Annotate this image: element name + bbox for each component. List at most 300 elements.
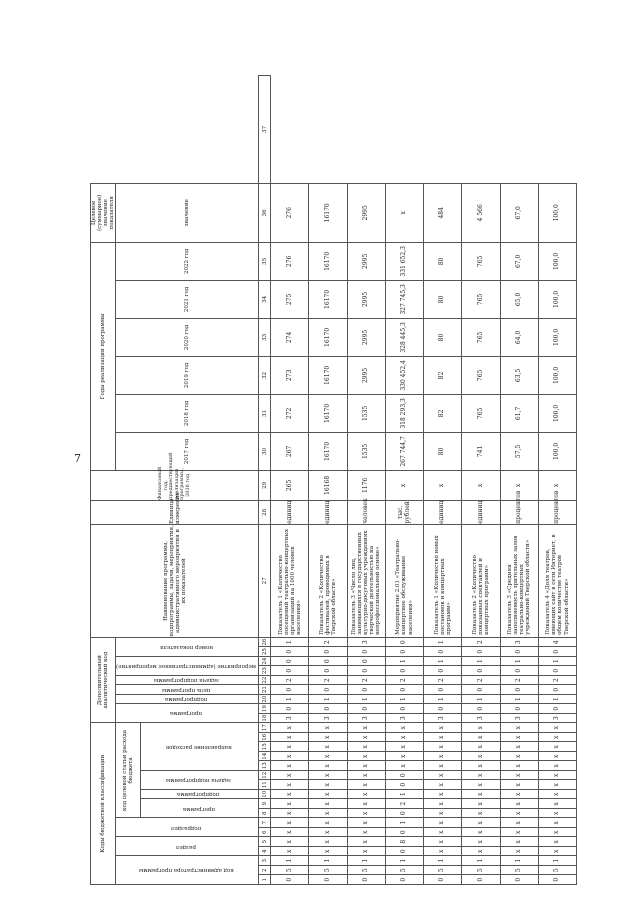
header-razdel-text: раздел	[176, 843, 197, 850]
code-cell: x	[424, 799, 462, 809]
code-cell: 5	[462, 866, 500, 876]
row-fact: x	[538, 470, 576, 500]
code-cell: x	[347, 828, 385, 838]
code-cell: 0	[500, 647, 538, 657]
code-cell: x	[462, 818, 500, 828]
code-cell: x	[424, 847, 462, 857]
row-value-6: 67,0	[500, 242, 538, 280]
code-cell: x	[271, 828, 309, 838]
header-podrazdel	[116, 818, 259, 837]
header-year-1: 2017 год	[116, 432, 259, 470]
code-cell: x	[271, 752, 309, 762]
code-cell: x	[271, 742, 309, 752]
row-value-5: 2995	[347, 280, 385, 318]
code-cell: 0	[385, 771, 423, 781]
row-value-5: 80	[424, 280, 462, 318]
code-cell: x	[271, 818, 309, 828]
code-cell: 1	[385, 656, 423, 666]
header-dop-group: Дополнительный аналитический код	[91, 637, 116, 723]
code-cell: x	[500, 723, 538, 733]
code-cell: 0	[424, 685, 462, 695]
code-cell: x	[385, 752, 423, 762]
code-cell: x	[500, 761, 538, 771]
colnum-26: 26	[259, 637, 271, 647]
code-cell: 0	[347, 875, 385, 885]
code-cell: x	[462, 809, 500, 819]
code-cell: 0	[347, 704, 385, 714]
row-value-3: 82	[424, 356, 462, 394]
colnum-13: 13	[259, 761, 271, 771]
code-cell: 0	[385, 666, 423, 676]
code-cell: 2	[424, 675, 462, 685]
header-kbk-admin	[116, 856, 259, 885]
code-cell: 1	[500, 694, 538, 704]
code-cell: 0	[309, 666, 347, 676]
row-unit: единиц	[271, 500, 309, 524]
colnum-23: 23	[259, 666, 271, 676]
code-cell: 0	[271, 656, 309, 666]
code-cell: 0	[271, 666, 309, 676]
column-numbers-row	[259, 76, 271, 885]
code-cell: x	[347, 771, 385, 781]
code-cell: x	[424, 752, 462, 762]
code-cell: x	[500, 818, 538, 828]
header-final-group: Целевое (суммарное) значение показателя	[91, 183, 116, 242]
colnum-1: 1	[259, 875, 271, 885]
header-dop-4-text: мероприятие (административное мероприятие)	[116, 662, 257, 669]
row-value-2: 318 293,3	[385, 394, 423, 432]
code-cell: 2	[271, 675, 309, 685]
header-dop-2-text: цель программы	[162, 686, 211, 693]
code-cell: x	[500, 771, 538, 781]
header-podrazdel-text: подраздел	[171, 824, 202, 831]
row-unit: тыс. рублей	[385, 500, 423, 524]
row-value-5: 765	[462, 280, 500, 318]
code-cell: x	[271, 733, 309, 743]
code-cell: 2	[500, 675, 538, 685]
header-fact: Финансовый год, предшествующий реализации программы, 2016 год	[91, 470, 259, 500]
row-value-6: 276	[271, 242, 309, 280]
row-final: x	[385, 183, 423, 242]
row-value-4: 274	[271, 318, 309, 356]
header-kbk-admin-text: код администратора программы	[138, 867, 234, 874]
code-cell: x	[271, 837, 309, 847]
row-value-4: 765	[462, 318, 500, 356]
code-cell: 2	[309, 675, 347, 685]
row-value-1: 1535	[347, 432, 385, 470]
code-cell: x	[347, 733, 385, 743]
row-final: 2995	[347, 183, 385, 242]
code-cell: 1	[385, 790, 423, 800]
colnum-6: 6	[259, 828, 271, 838]
code-cell: x	[271, 847, 309, 857]
header-csr-podprogramma-text: подпрограмма	[177, 791, 220, 798]
row-value-5: 16170	[309, 280, 347, 318]
row-value-3: 16170	[309, 356, 347, 394]
table-row	[347, 76, 385, 885]
row-fact: x	[424, 470, 462, 500]
colnum-5: 5	[259, 837, 271, 847]
colnum-27: 27	[259, 524, 271, 637]
code-cell: 2	[347, 675, 385, 685]
colnum-24: 24	[259, 656, 271, 666]
table-row	[538, 76, 576, 885]
row-value-1: 100,0	[538, 432, 576, 470]
code-cell: x	[538, 847, 576, 857]
code-cell: x	[500, 790, 538, 800]
colnum-18: 18	[259, 713, 271, 723]
code-cell: x	[271, 723, 309, 733]
header-csr-group: код целевой статьи расхода бюджета	[116, 723, 141, 818]
code-cell: x	[424, 761, 462, 771]
code-cell: x	[538, 828, 576, 838]
code-cell: 0	[538, 666, 576, 676]
row-value-2: 82	[424, 394, 462, 432]
code-cell: 2	[462, 637, 500, 647]
code-cell: 1	[462, 656, 500, 666]
header-unit: Единица измерения	[91, 500, 259, 524]
code-cell: x	[424, 818, 462, 828]
row-value-4: 64,0	[500, 318, 538, 356]
code-cell: 1	[385, 856, 423, 866]
row-value-4: 16170	[309, 318, 347, 356]
code-cell: 1	[385, 818, 423, 828]
header-year-4: 2020 год	[116, 318, 259, 356]
header-years-group: Годы реализации программы	[91, 242, 116, 470]
table-row	[500, 76, 538, 885]
header-dop-5-text: номер показателя	[159, 643, 213, 650]
code-cell: 2	[385, 675, 423, 685]
code-cell: 1	[462, 694, 500, 704]
row-value-5: 65,0	[500, 280, 538, 318]
row-value-5: 275	[271, 280, 309, 318]
code-cell: 0	[271, 704, 309, 714]
code-cell: x	[538, 780, 576, 790]
code-cell: 0	[385, 647, 423, 657]
code-cell: 1	[347, 694, 385, 704]
code-cell: 0	[385, 637, 423, 647]
code-cell: x	[309, 742, 347, 752]
code-cell: 0	[424, 647, 462, 657]
code-cell: 1	[309, 694, 347, 704]
code-cell: 0	[462, 875, 500, 885]
row-value-2: 272	[271, 394, 309, 432]
code-cell: 0	[385, 780, 423, 790]
header-csr-zadacha-text: задача подпрограммы	[165, 777, 232, 784]
colnum-22: 22	[259, 675, 271, 685]
code-cell: 5	[538, 866, 576, 876]
code-cell: x	[500, 809, 538, 819]
code-cell: 0	[462, 685, 500, 695]
code-cell: x	[271, 761, 309, 771]
row-final: 67,0	[500, 183, 538, 242]
code-cell: x	[538, 723, 576, 733]
row-value-1: 80	[424, 432, 462, 470]
row-final: 276	[271, 183, 309, 242]
header-razdel	[116, 837, 259, 856]
code-cell: x	[347, 790, 385, 800]
row-final: 4 566	[462, 183, 500, 242]
row-unit: процентов	[538, 500, 576, 524]
row-value-2: 61,7	[500, 394, 538, 432]
code-cell: x	[500, 742, 538, 752]
header-dop-3	[116, 675, 259, 685]
row-name: Показатель 3 «Средняя заполняемость зрительных залов театрально-концертных учреждений Тверской области»	[500, 524, 538, 637]
colnum-21: 21	[259, 685, 271, 695]
code-cell: 5	[424, 866, 462, 876]
code-cell: x	[500, 780, 538, 790]
colnum-11: 11	[259, 780, 271, 790]
code-cell: x	[271, 771, 309, 781]
code-cell: 1	[271, 637, 309, 647]
table-row	[385, 76, 423, 885]
code-cell: x	[462, 780, 500, 790]
code-cell: 3	[309, 713, 347, 723]
code-cell: x	[538, 799, 576, 809]
row-value-2: 16170	[309, 394, 347, 432]
code-cell: x	[347, 752, 385, 762]
row-value-6: 80	[424, 242, 462, 280]
program-table-sheet	[90, 75, 570, 885]
code-cell: x	[500, 828, 538, 838]
code-cell: 8	[385, 837, 423, 847]
code-cell: 0	[538, 647, 576, 657]
colnum-9: 9	[259, 799, 271, 809]
code-cell: 3	[538, 713, 576, 723]
colnum-17: 17	[259, 723, 271, 733]
colnum-2: 2	[259, 866, 271, 876]
row-value-1: 267	[271, 432, 309, 470]
code-cell: 0	[271, 875, 309, 885]
colnum-33: 33	[259, 318, 271, 356]
code-cell: 5	[385, 866, 423, 876]
code-cell: 0	[462, 666, 500, 676]
code-cell: x	[309, 761, 347, 771]
code-cell: x	[500, 733, 538, 743]
code-cell: 0	[271, 647, 309, 657]
header-csr-programma-text: программа	[182, 805, 215, 812]
code-cell: 3	[462, 713, 500, 723]
table-row	[271, 76, 309, 885]
header-csr-programma	[140, 799, 258, 818]
row-final: 16170	[309, 183, 347, 242]
code-cell: x	[462, 723, 500, 733]
row-value-6: 765	[462, 242, 500, 280]
row-name: Показатель 1 «Количество посещений театрально-концертных организаций на 1000 человек населения»	[271, 524, 309, 637]
code-cell: 0	[309, 685, 347, 695]
code-cell: x	[271, 790, 309, 800]
code-cell: 1	[424, 637, 462, 647]
code-cell: x	[309, 780, 347, 790]
row-unit: единиц	[424, 500, 462, 524]
row-value-4: 80	[424, 318, 462, 356]
code-cell: x	[271, 799, 309, 809]
colnum-34: 34	[259, 280, 271, 318]
row-value-3: 2995	[347, 356, 385, 394]
header-csr-zadacha	[140, 771, 258, 790]
code-cell: 0	[424, 704, 462, 714]
colnum-25: 25	[259, 647, 271, 657]
code-cell: 1	[538, 694, 576, 704]
row-fact: 265	[271, 470, 309, 500]
colnum-12: 12	[259, 771, 271, 781]
code-cell: 0	[424, 666, 462, 676]
row-value-4: 100,0	[538, 318, 576, 356]
code-cell: 0	[500, 875, 538, 885]
code-cell: 0	[347, 656, 385, 666]
code-cell: x	[309, 809, 347, 819]
code-cell: 0	[462, 704, 500, 714]
code-cell: x	[424, 790, 462, 800]
header-dop-0	[116, 704, 259, 723]
header-csr-podprogramma	[140, 790, 258, 800]
code-cell: 2	[385, 799, 423, 809]
code-cell: 0	[385, 847, 423, 857]
header-year-6: 2022 год	[116, 242, 259, 280]
code-cell: 3	[424, 713, 462, 723]
code-cell: 1	[500, 656, 538, 666]
code-cell: x	[309, 752, 347, 762]
colnum-14: 14	[259, 752, 271, 762]
code-cell: x	[309, 847, 347, 857]
code-cell: 3	[385, 713, 423, 723]
code-cell: 2	[462, 675, 500, 685]
row-final: 484	[424, 183, 462, 242]
code-cell: x	[385, 723, 423, 733]
header-row-groups	[91, 76, 116, 885]
code-cell: x	[347, 723, 385, 733]
code-cell: 3	[271, 713, 309, 723]
row-value-5: 327 745,3	[385, 280, 423, 318]
row-value-1: 741	[462, 432, 500, 470]
header-final-value: значение	[116, 183, 259, 242]
code-cell: x	[309, 771, 347, 781]
header-dop-1-text: подпрограмма	[164, 696, 208, 703]
header-csr-napravlenie-text: направление расходов	[165, 743, 232, 750]
code-cell: 1	[538, 856, 576, 866]
code-cell: 0	[385, 809, 423, 819]
row-value-4: 328 445,3	[385, 318, 423, 356]
header-dop-2	[116, 685, 259, 695]
colnum-28: 28	[259, 500, 271, 524]
code-cell: 1	[385, 694, 423, 704]
code-cell: x	[462, 761, 500, 771]
code-cell: 1	[424, 694, 462, 704]
code-cell: x	[462, 733, 500, 743]
row-value-4: 2995	[347, 318, 385, 356]
table-row	[309, 76, 347, 885]
header-year-5: 2021 год	[116, 280, 259, 318]
code-cell: x	[385, 742, 423, 752]
row-value-6: 16170	[309, 242, 347, 280]
header-dop-1	[116, 694, 259, 704]
row-value-2: 765	[462, 394, 500, 432]
row-unit: процентов	[500, 500, 538, 524]
row-value-5: 100,0	[538, 280, 576, 318]
header-year-2: 2018 год	[116, 394, 259, 432]
table-row	[424, 76, 462, 885]
code-cell: x	[424, 809, 462, 819]
table-body	[271, 76, 577, 885]
code-cell: x	[347, 809, 385, 819]
code-cell: 0	[309, 656, 347, 666]
header-kbk-group: Коды бюджетной классификации	[91, 723, 116, 885]
colnum-35: 35	[259, 242, 271, 280]
header-dop-3-text: задача подпрограммы	[153, 677, 219, 684]
code-cell: x	[538, 742, 576, 752]
code-cell: x	[538, 818, 576, 828]
row-value-2: 1535	[347, 394, 385, 432]
row-value-6: 331 652,3	[385, 242, 423, 280]
colnum-4: 4	[259, 847, 271, 857]
code-cell: x	[424, 828, 462, 838]
code-cell: 0	[500, 685, 538, 695]
code-cell: 0	[347, 685, 385, 695]
code-cell: x	[538, 752, 576, 762]
code-cell: 4	[538, 637, 576, 647]
code-cell: x	[462, 752, 500, 762]
code-cell: x	[424, 723, 462, 733]
code-cell: x	[462, 837, 500, 847]
code-cell: x	[538, 733, 576, 743]
colnum-29: 29	[259, 470, 271, 500]
row-name: Показатель 4 «Доля театров, имеющих сайт в сети Интернет, в общем количестве театров Тверской области»	[538, 524, 576, 637]
code-cell: x	[424, 780, 462, 790]
code-cell: 2	[309, 637, 347, 647]
code-cell: x	[538, 809, 576, 819]
row-fact: x	[500, 470, 538, 500]
header-dop-5	[116, 637, 259, 656]
colnum-30: 30	[259, 432, 271, 470]
code-cell: 3	[347, 637, 385, 647]
code-cell: x	[309, 733, 347, 743]
row-value-3: 100,0	[538, 356, 576, 394]
code-cell: x	[271, 809, 309, 819]
code-cell: x	[538, 790, 576, 800]
code-cell: 0	[309, 647, 347, 657]
row-fact: x	[462, 470, 500, 500]
header-dop-4	[116, 656, 259, 675]
code-cell: x	[385, 761, 423, 771]
code-cell: x	[385, 733, 423, 743]
row-value-1: 57,5	[500, 432, 538, 470]
code-cell: x	[347, 818, 385, 828]
code-cell: 0	[385, 828, 423, 838]
code-cell: 1	[462, 856, 500, 866]
code-cell: x	[309, 828, 347, 838]
colnum-31: 31	[259, 394, 271, 432]
code-cell: x	[347, 780, 385, 790]
code-cell: x	[500, 837, 538, 847]
code-cell: 3	[500, 637, 538, 647]
colnum-19: 19	[259, 704, 271, 714]
colnum-10: 10	[259, 790, 271, 800]
code-cell: x	[424, 742, 462, 752]
colnum-37: 37	[259, 76, 271, 184]
code-cell: 0	[538, 685, 576, 695]
code-cell: x	[309, 818, 347, 828]
row-fact: 1176	[347, 470, 385, 500]
code-cell: 5	[347, 866, 385, 876]
code-cell: x	[309, 790, 347, 800]
code-cell: x	[424, 733, 462, 743]
row-unit: человек	[347, 500, 385, 524]
code-cell: x	[347, 742, 385, 752]
code-cell: 3	[347, 713, 385, 723]
row-name: Показатель 2 «Количество фестивалей, проводимых в Тверской области»	[309, 524, 347, 637]
code-cell: 0	[462, 647, 500, 657]
code-cell: 1	[347, 856, 385, 866]
